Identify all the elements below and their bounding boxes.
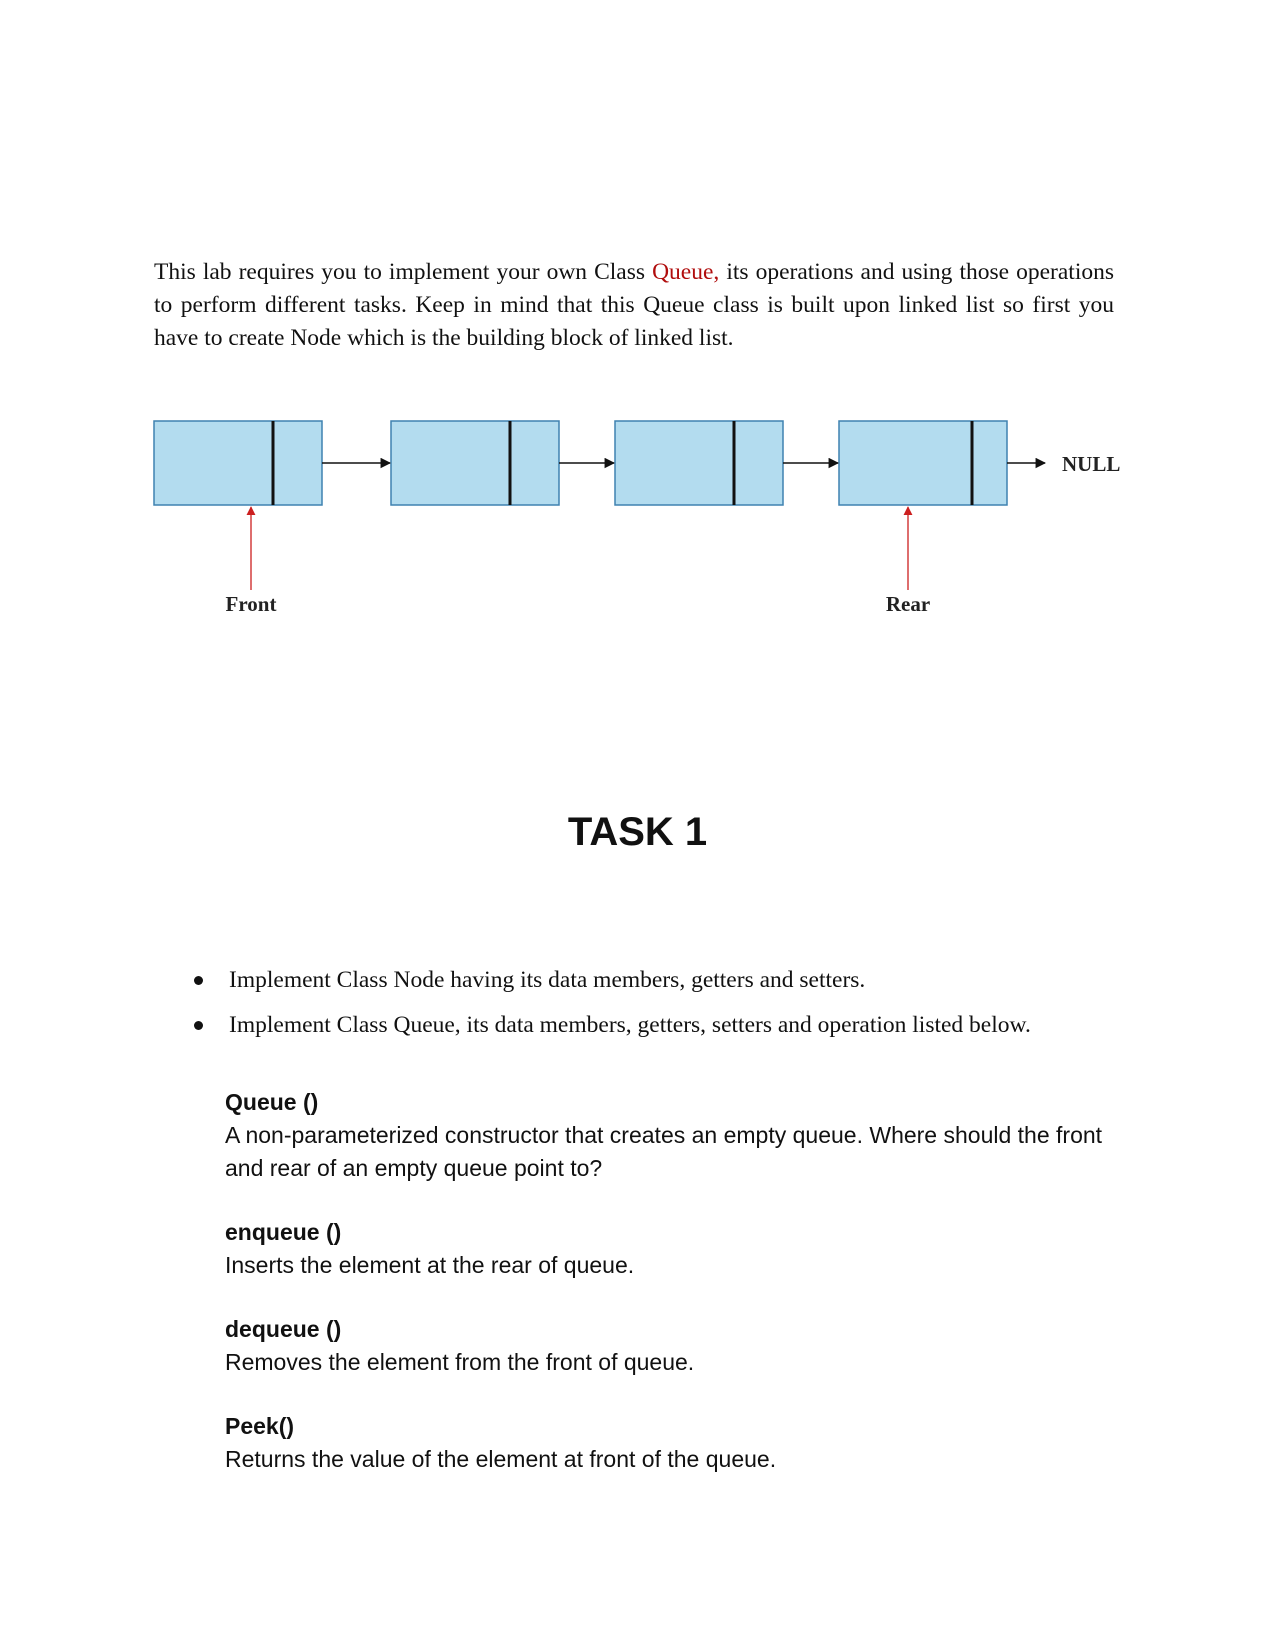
operation-dequeue (225, 1313, 1145, 1379)
null-label: NULL (1062, 452, 1121, 476)
operation-name: Queue () (225, 1089, 319, 1115)
node-2 (391, 421, 559, 505)
operation-queue-constructor (225, 1086, 1145, 1185)
task-bullet-list (192, 964, 1192, 1054)
operation-peek (225, 1410, 1145, 1476)
operation-name: enqueue () (225, 1219, 342, 1245)
bullet-dot-icon (194, 1021, 203, 1030)
operation-description: Returns the value of the element at front of the queue. (225, 1446, 777, 1472)
list-item: Implement Class Queue, its data members, getters, setters and operation listed below. (192, 1009, 1192, 1054)
node-4 (839, 421, 1007, 505)
node-1 (154, 421, 322, 505)
operation-description: Inserts the element at the rear of queue. (225, 1252, 635, 1278)
front-label: Front (225, 592, 277, 616)
rear-label: Rear (885, 592, 931, 616)
operation-name: Peek() (225, 1413, 295, 1439)
bullet-dot-icon (194, 976, 203, 985)
operation-name: dequeue () (225, 1316, 342, 1342)
intro-text-before: This lab requires you to implement your own Class (154, 259, 653, 285)
operation-enqueue (225, 1216, 1145, 1282)
intro-text-after: its operations and using those operations to perform different tasks. Keep in mind that this Queue class is built upon linked list so first you have to create Node which is the building block of linked list. (154, 259, 1114, 351)
operation-description: A non-parameterized constructor that creates an empty queue. Where should the front and rear of an empty queue point to? (225, 1122, 1103, 1181)
intro-highlight-queue: Queue, (652, 259, 720, 285)
linked-list-queue-diagram (0, 0, 1275, 640)
task-title: TASK 1 (567, 810, 708, 854)
list-item: Implement Class Node having its data members, getters and setters. (192, 964, 1192, 1009)
node-3 (615, 421, 783, 505)
operation-description: Removes the element from the front of queue. (225, 1349, 695, 1375)
operations-list (225, 1086, 1145, 1507)
